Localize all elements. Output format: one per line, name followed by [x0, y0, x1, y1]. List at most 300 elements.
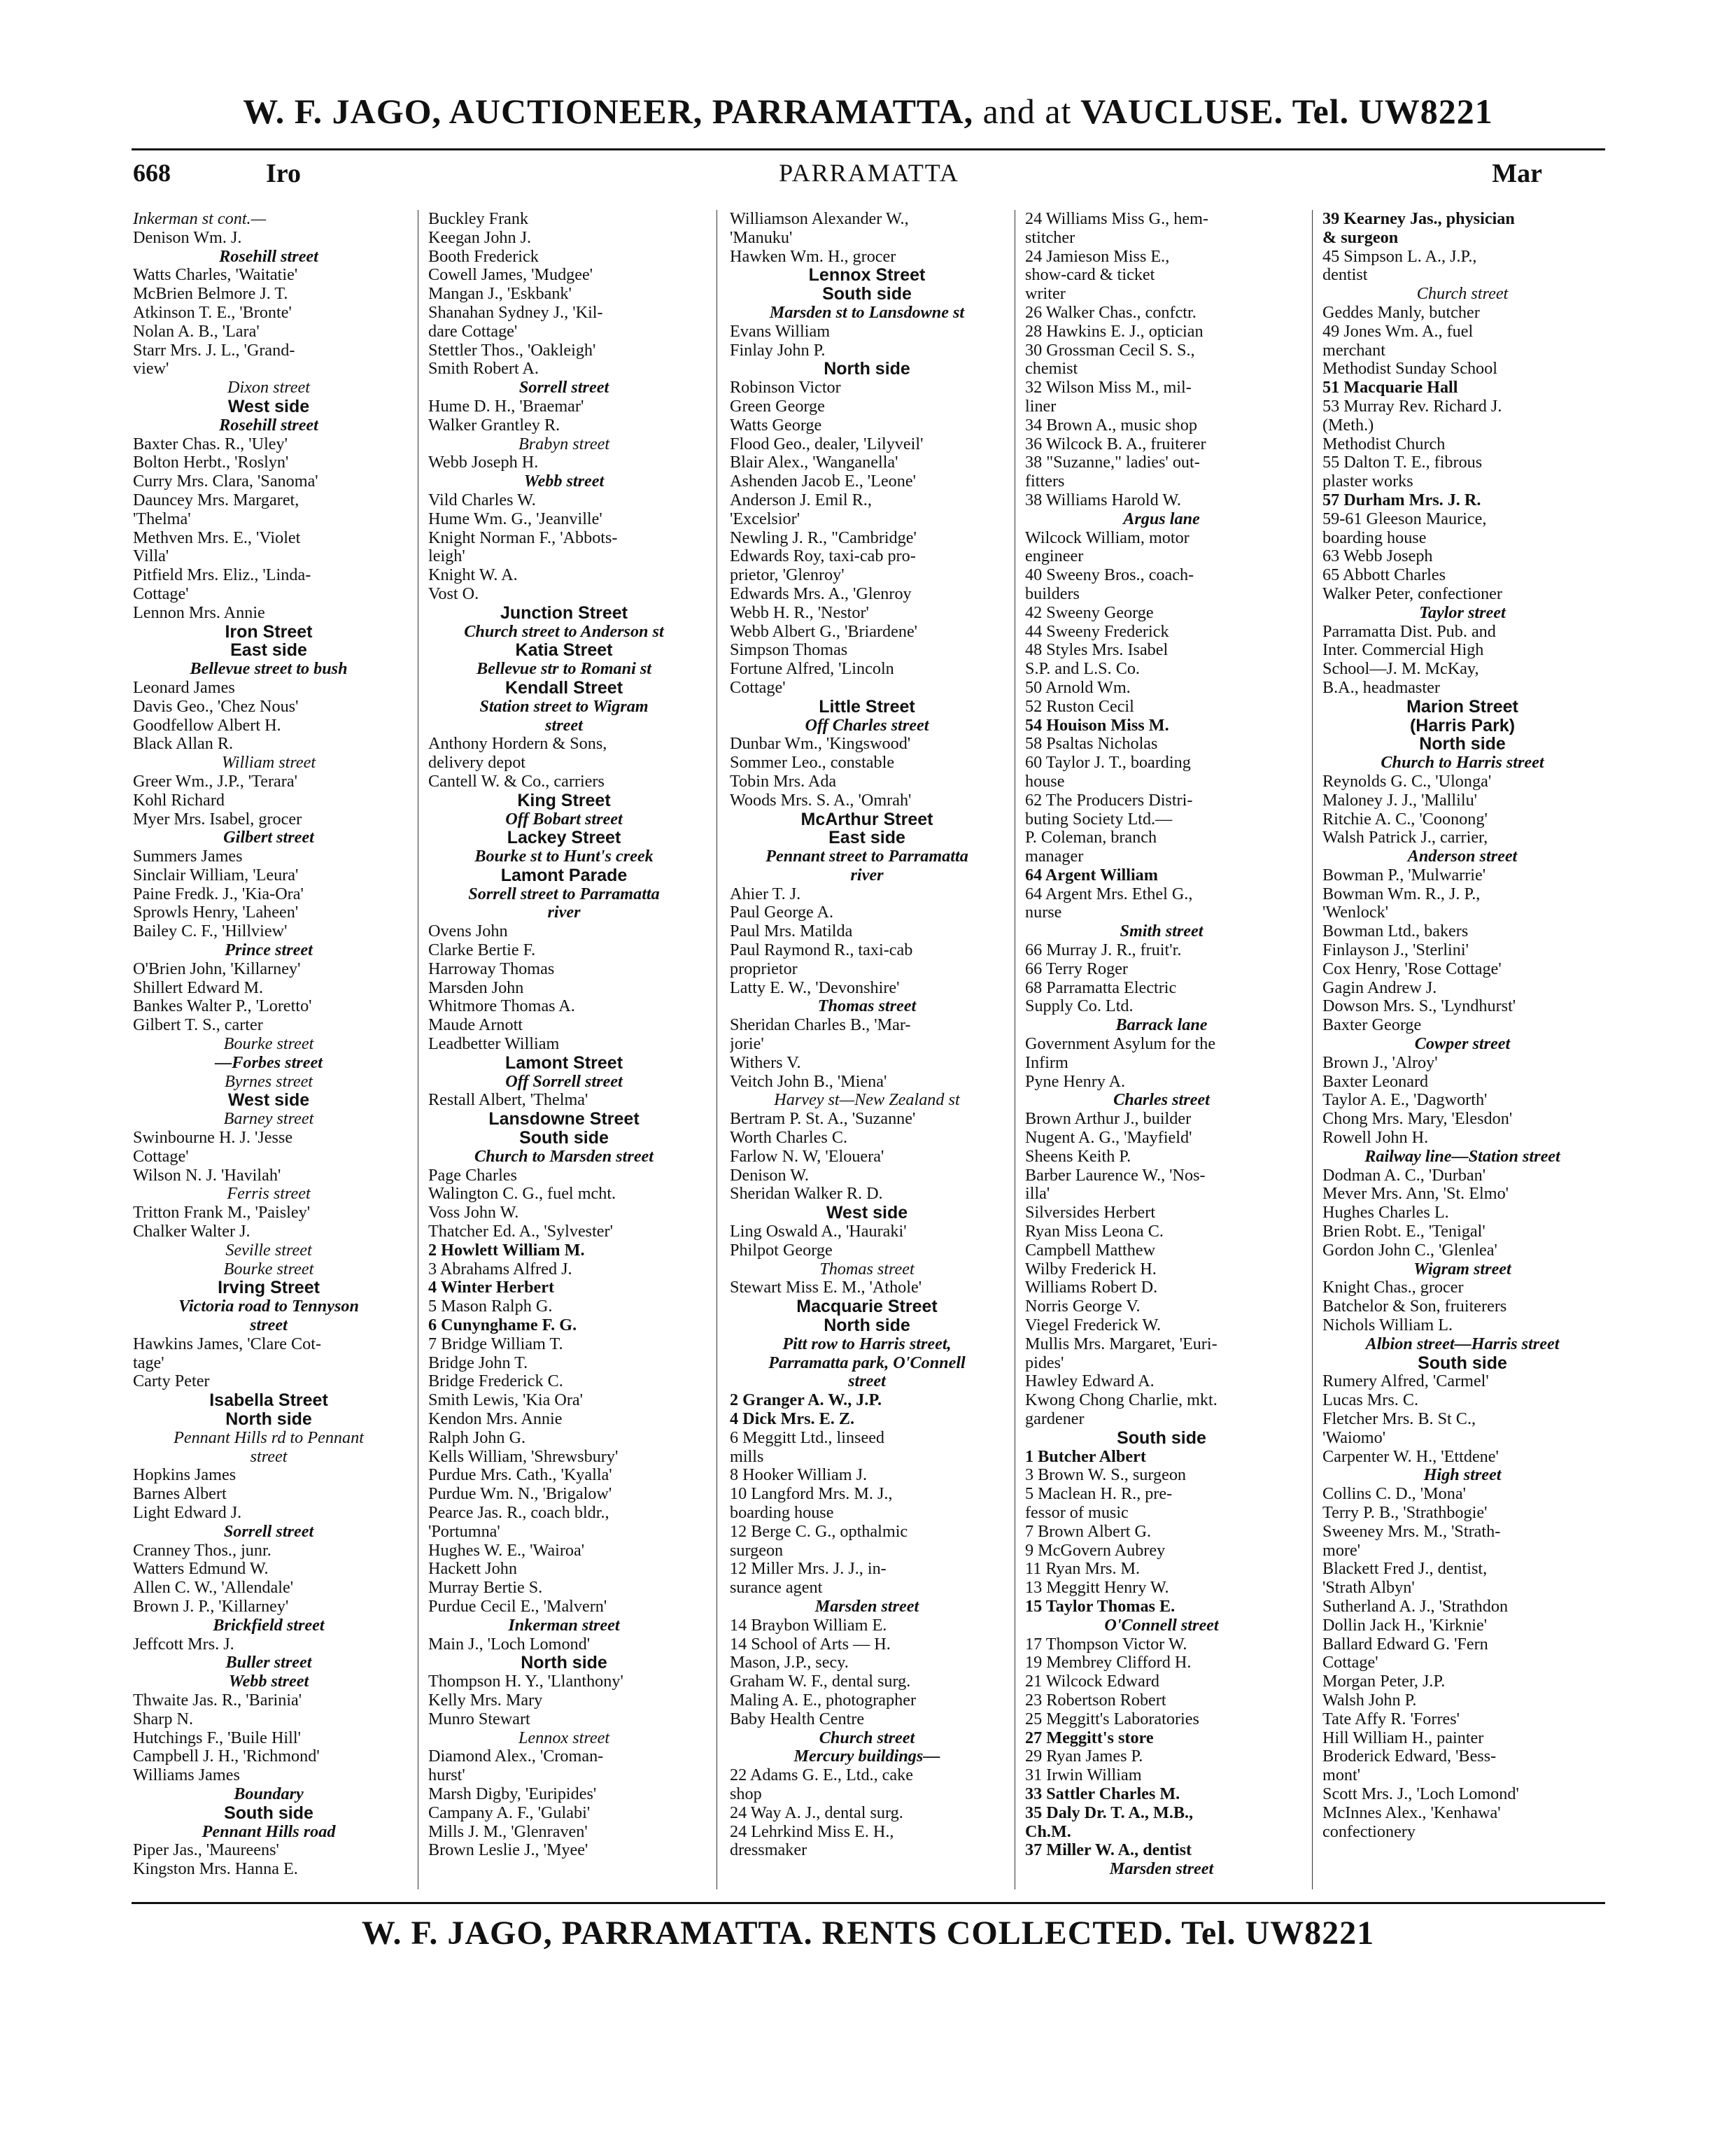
- header-and: and at: [982, 92, 1072, 131]
- cross-street-label: Seville street: [225, 1240, 312, 1260]
- directory-entry: Hume D. H., 'Braemar': [428, 397, 584, 416]
- directory-entry: Ryan Miss Leona C.: [1025, 1223, 1164, 1241]
- directory-entry: Silversides Herbert: [1025, 1204, 1156, 1223]
- directory-entry: 2 Howlett William M.: [428, 1241, 585, 1260]
- cross-street-label: Brickfield street: [213, 1615, 325, 1635]
- directory-entry: 26 Walker Chas., confctr.: [1025, 303, 1197, 322]
- directory-entry: Scott Mrs. J., 'Loch Lomond': [1322, 1784, 1519, 1803]
- town-title: PARRAMATTA: [779, 159, 959, 187]
- directory-entry: delivery depot: [428, 754, 526, 773]
- street-heading: North side: [521, 1653, 607, 1673]
- cross-street-label: High street: [1423, 1465, 1502, 1485]
- directory-entry: & surgeon: [1322, 228, 1399, 247]
- cross-street-label: Bourke street: [223, 1034, 314, 1054]
- cross-street-label: Marsden street: [814, 1596, 919, 1616]
- directory-entry: Norris George V.: [1025, 1297, 1141, 1316]
- street-heading: South side: [822, 284, 912, 304]
- directory-entry: 64 Argent William: [1025, 866, 1158, 885]
- cross-street-label: Sorrell street: [223, 1521, 314, 1541]
- directory-entry: Ashenden Jacob E., 'Leone': [730, 472, 916, 491]
- directory-entry: Hawken Wm. H., grocer: [730, 247, 896, 266]
- cross-street-label: —Forbes street: [215, 1052, 323, 1072]
- directory-entry: Maude Arnott: [428, 1016, 523, 1035]
- page-number: 668: [133, 159, 171, 187]
- directory-entry: builders: [1025, 584, 1080, 603]
- cross-street-label: Harvey st—New Zealand st: [774, 1090, 960, 1110]
- directory-entry: Campbell Matthew: [1025, 1241, 1156, 1260]
- cross-street-label: Inkerman st cont.—: [133, 209, 267, 228]
- directory-entry: Campbell J. H., 'Richmond': [133, 1747, 320, 1766]
- directory-entry: Blackett Fred J., dentist,: [1322, 1560, 1488, 1579]
- cross-street-label: Off Sorrell street: [505, 1071, 623, 1091]
- directory-entry: dressmaker: [730, 1841, 807, 1860]
- cross-street-label: Bellevue str to Romani st: [477, 659, 651, 679]
- directory-entry: 14 School of Arts — H.: [730, 1635, 891, 1654]
- directory-entry: Williams James: [133, 1766, 240, 1785]
- directory-entry: 36 Wilcock B. A., fruiterer: [1025, 435, 1206, 453]
- directory-entry: 'Portumna': [428, 1522, 500, 1541]
- directory-entry: Villa': [133, 547, 169, 566]
- directory-entry: Shillert Edward M.: [133, 978, 264, 997]
- directory-entry: boarding house: [730, 1503, 834, 1522]
- directory-entry: Brown J. P., 'Killarney': [133, 1597, 289, 1616]
- cross-street-label: Wigram street: [1413, 1259, 1511, 1278]
- cross-street-label: Victoria road to Tennyson: [178, 1297, 359, 1316]
- street-heading: (Harris Park): [1409, 715, 1516, 735]
- directory-entry: view': [133, 360, 169, 379]
- directory-entry: Wilby Frederick H.: [1025, 1260, 1157, 1278]
- street-heading: Irving Street: [218, 1278, 320, 1298]
- directory-entry: Curry Mrs. Clara, 'Sanoma': [133, 472, 318, 491]
- directory-entry: 'Waiomo': [1322, 1428, 1386, 1447]
- directory-entry: 13 Meggitt Henry W.: [1025, 1579, 1169, 1598]
- directory-entry: Swinbourne H. J. 'Jesse: [133, 1129, 293, 1148]
- directory-entry: Geddes Manly, butcher: [1322, 303, 1480, 322]
- directory-entry: 22 Adams G. E., Ltd., cake: [730, 1766, 913, 1785]
- cross-street-label: Bellevue street to bush: [190, 659, 348, 679]
- directory-entry: Keegan John J.: [428, 228, 532, 247]
- directory-entry: Sommer Leo., constable: [730, 754, 895, 773]
- directory-entry: Bankes Walter P., 'Loretto': [133, 997, 312, 1016]
- directory-entry: Whitmore Thomas A.: [428, 997, 575, 1016]
- directory-entry: 9 McGovern Aubrey: [1025, 1541, 1166, 1560]
- street-heading: North side: [1419, 734, 1506, 754]
- directory-entry: Carty Peter: [133, 1372, 210, 1391]
- directory-entry: O'Brien John, 'Killarney': [133, 959, 301, 978]
- cross-street-label: street: [250, 1316, 288, 1335]
- cross-street-label: Off Bobart street: [505, 809, 623, 829]
- directory-entry: Stewart Miss E. M., 'Athole': [730, 1278, 922, 1297]
- directory-entry: Sheens Keith P.: [1025, 1147, 1131, 1166]
- directory-entry: Thompson H. Y., 'Llanthony': [428, 1672, 623, 1691]
- directory-entry: 4 Winter Herbert: [428, 1278, 555, 1297]
- directory-entry: Marsh Digby, 'Euripides': [428, 1784, 597, 1803]
- directory-entry: Morgan Peter, J.P.: [1322, 1672, 1446, 1691]
- directory-entry: pides': [1025, 1353, 1064, 1372]
- cross-street-label: Church street: [1416, 284, 1509, 304]
- directory-entry: buting Society Ltd.—: [1025, 810, 1173, 829]
- directory-entry: Gagin Andrew J.: [1322, 978, 1437, 997]
- cross-street-label: Pennant street to Parramatta: [765, 847, 968, 866]
- cross-street-label: Byrnes street: [224, 1071, 313, 1091]
- directory-entry: Kingston Mrs. Hanna E.: [133, 1860, 298, 1879]
- directory-entry: 62 The Producers Distri-: [1025, 791, 1193, 810]
- directory-entry: Williamson Alexander W.,: [730, 210, 909, 228]
- directory-entry: Hill William H., painter: [1322, 1728, 1484, 1747]
- directory-entry: 25 Meggitt's Laboratories: [1025, 1710, 1199, 1728]
- cross-street-label: Rosehill street: [219, 415, 318, 435]
- street-heading: North side: [225, 1409, 312, 1429]
- directory-entry: 15 Taylor Thomas E.: [1025, 1597, 1176, 1616]
- directory-entry: Shanahan Sydney J., 'Kil-: [428, 303, 603, 322]
- directory-entry: 5 Mason Ralph G.: [428, 1297, 553, 1316]
- directory-entry: Knight Norman F., 'Abbots-: [428, 528, 618, 547]
- directory-entry: chemist: [1025, 360, 1078, 379]
- directory-entry: 10 Langford Mrs. M. J.,: [730, 1485, 893, 1504]
- directory-entry: Dauncey Mrs. Margaret,: [133, 491, 299, 509]
- directory-entry: Atkinson T. E., 'Bronte': [133, 303, 292, 322]
- directory-entry: Denison Wm. J.: [133, 228, 242, 247]
- directory-entry: Smith Lewis, 'Kia Ora': [428, 1391, 583, 1410]
- directory-entry: Bowman Wm. R., J. P.,: [1322, 885, 1481, 903]
- directory-entry: Cowell James, 'Mudgee': [428, 266, 593, 285]
- street-heading: Kendall Street: [504, 677, 623, 698]
- directory-entry: 17 Thompson Victor W.: [1025, 1635, 1187, 1654]
- directory-entry: nurse: [1025, 903, 1062, 922]
- directory-entry: Dowson Mrs. S., 'Lyndhurst': [1322, 997, 1516, 1016]
- directory-entry: engineer: [1025, 547, 1084, 566]
- cross-street-label: Thomas street: [819, 1259, 915, 1278]
- directory-entry: Gordon John C., 'Glenlea': [1322, 1241, 1497, 1260]
- directory-entry: 'Excelsior': [730, 509, 800, 528]
- directory-entry: dare Cottage': [428, 322, 518, 341]
- directory-entry: Williams Robert D.: [1025, 1278, 1158, 1297]
- directory-entry: 39 Kearney Jas., physician: [1322, 210, 1515, 228]
- directory-entry: 33 Sattler Charles M.: [1025, 1784, 1180, 1803]
- cross-street-label: Inkerman street: [508, 1615, 620, 1635]
- directory-entry: Booth Frederick: [428, 247, 539, 266]
- cross-street-label: Mercury buildings—: [793, 1747, 940, 1766]
- cross-street-label: Cowper street: [1414, 1034, 1511, 1054]
- directory-entry: Voss John W.: [428, 1204, 519, 1223]
- directory-column-1: [133, 210, 404, 1879]
- directory-entry: Paine Fredk. J., 'Kia-Ora': [133, 885, 304, 903]
- directory-entry: Inter. Commercial High: [1322, 641, 1484, 660]
- directory-entry: Carpenter W. H., 'Ettdene': [1322, 1447, 1499, 1466]
- directory-entry: show-card & ticket: [1025, 266, 1155, 285]
- directory-column-5: [1322, 210, 1602, 1841]
- cross-street-label: Prince street: [225, 940, 313, 960]
- cross-street-label: Gilbert street: [223, 828, 314, 847]
- directory-entry: 38 Williams Harold W.: [1025, 491, 1181, 509]
- cross-street-label: Parramatta park, O'Connell: [768, 1353, 966, 1372]
- directory-entry: Piper Jas., 'Maureens': [133, 1841, 279, 1860]
- directory-entry: Ritchie A. C., 'Coonong': [1322, 810, 1488, 829]
- directory-entry: Sinclair William, 'Leura': [133, 866, 299, 885]
- street-heading: Macquarie Street: [796, 1297, 938, 1317]
- directory-entry: 24 Jamieson Miss E.,: [1025, 247, 1170, 266]
- directory-entry: Supply Co. Ltd.: [1025, 997, 1134, 1016]
- directory-entry: 8 Hooker William J.: [730, 1466, 868, 1485]
- directory-entry: 11 Ryan Mrs. M.: [1025, 1560, 1141, 1579]
- directory-entry: dentist: [1322, 266, 1368, 285]
- cross-street-label: Webb street: [228, 1672, 309, 1691]
- directory-entry: Terry P. B., 'Strathbogie': [1322, 1503, 1488, 1522]
- cross-street-label: Sorrell street to Parramatta: [468, 884, 660, 903]
- directory-entry: Murray Bertie S.: [428, 1579, 543, 1598]
- directory-entry: Leadbetter William: [428, 1035, 560, 1054]
- directory-entry: Buckley Frank: [428, 210, 529, 228]
- directory-entry: Light Edward J.: [133, 1503, 242, 1522]
- page-header-advert: [133, 91, 1603, 132]
- directory-entry: Woods Mrs. S. A., 'Omrah': [730, 791, 912, 810]
- street-heading: South side: [519, 1128, 609, 1148]
- directory-entry: 24 Williams Miss G., hem-: [1025, 210, 1208, 228]
- directory-entry: Leonard James: [133, 678, 235, 697]
- cross-street-label: street: [848, 1372, 886, 1391]
- directory-entry: Mills J. M., 'Glenraven': [428, 1822, 588, 1841]
- directory-entry: Hutchings F., 'Buile Hill': [133, 1728, 301, 1747]
- directory-entry: Mullis Mrs. Margaret, 'Euri-: [1025, 1334, 1218, 1353]
- cross-street-label: Boundary: [234, 1784, 304, 1803]
- directory-entry: plaster works: [1322, 472, 1413, 491]
- directory-entry: Tate Affy R. 'Forres': [1322, 1710, 1460, 1728]
- cross-street-label: Bourke st to Hunt's creek: [474, 847, 654, 866]
- directory-entry: Sheridan Charles B., 'Mar-: [730, 1016, 911, 1035]
- directory-entry: Campany A. F., 'Gulabi': [428, 1803, 591, 1822]
- directory-entry: Baby Health Centre: [730, 1710, 865, 1728]
- street-heading: Lackey Street: [507, 828, 621, 848]
- cross-street-label: Marsden st to Lansdowne st: [769, 302, 965, 322]
- cross-street-label: Anderson street: [1407, 847, 1518, 866]
- directory-entry: Government Asylum for the: [1025, 1035, 1216, 1054]
- directory-entry: 32 Wilson Miss M., mil-: [1025, 379, 1192, 397]
- directory-entry: Pitfield Mrs. Eliz., 'Linda-: [133, 566, 311, 585]
- directory-entry: Starr Mrs. J. L., 'Grand-: [133, 341, 295, 360]
- directory-entry: Anderson J. Emil R.,: [730, 491, 872, 509]
- directory-entry: Hackett John: [428, 1560, 517, 1579]
- directory-entry: 66 Terry Roger: [1025, 959, 1128, 978]
- directory-entry: Paul Raymond R., taxi-cab: [730, 941, 913, 960]
- directory-entry: Viegel Frederick W.: [1025, 1316, 1162, 1335]
- directory-entry: Baxter George: [1322, 1016, 1422, 1035]
- directory-entry: 57 Durham Mrs. J. R.: [1322, 491, 1481, 509]
- page-bar: [133, 158, 1605, 193]
- directory-entry: 64 Argent Mrs. Ethel G.,: [1025, 885, 1193, 903]
- directory-entry: Hume Wm. G., 'Jeanville': [428, 509, 602, 528]
- directory-entry: Cottage': [133, 1147, 189, 1166]
- directory-entry: Methodist Church: [1322, 435, 1446, 453]
- directory-entry: Evans William: [730, 322, 831, 341]
- street-heading: North side: [824, 359, 910, 379]
- directory-entry: prietor, 'Glenroy': [730, 566, 845, 585]
- cross-street-label: Church to Harris street: [1381, 753, 1544, 773]
- directory-entry: Knight W. A.: [428, 566, 518, 585]
- cross-street-label: Smith street: [1120, 922, 1204, 941]
- directory-entry: Allen C. W., 'Allendale': [133, 1579, 294, 1598]
- directory-entry: Thatcher Ed. A., 'Sylvester': [428, 1223, 613, 1241]
- directory-entry: 50 Arnold Wm.: [1025, 678, 1131, 697]
- directory-entry: Batchelor & Son, fruiterers: [1322, 1297, 1507, 1316]
- directory-entry: Parramatta Dist. Pub. and: [1322, 622, 1496, 641]
- directory-entry: 53 Murray Rev. Richard J.: [1322, 397, 1502, 416]
- directory-entry: Baxter Leonard: [1322, 1072, 1429, 1091]
- directory-entry: Harroway Thomas: [428, 959, 555, 978]
- directory-entry: Simpson Thomas: [730, 641, 848, 660]
- directory-entry: 37 Miller W. A., dentist: [1025, 1841, 1192, 1860]
- directory-entry: 'Wenlock': [1322, 903, 1389, 922]
- directory-entry: Pearce Jas. R., coach bldr.,: [428, 1503, 609, 1522]
- directory-entry: 40 Sweeny Bros., coach-: [1025, 566, 1194, 585]
- cross-street-label: street: [545, 715, 583, 735]
- directory-entry: Cantell W. & Co., carriers: [428, 772, 605, 791]
- directory-entry: 49 Jones Wm. A., fuel: [1322, 322, 1474, 341]
- directory-entry: Green George: [730, 397, 825, 416]
- directory-entry: Finlay John P.: [730, 341, 826, 360]
- directory-entry: Withers V.: [730, 1053, 801, 1072]
- directory-entry: mills: [730, 1447, 764, 1466]
- cross-street-label: Rosehill street: [219, 246, 318, 266]
- directory-entry: confectionery: [1322, 1822, 1416, 1841]
- directory-entry: Nichols William L.: [1322, 1316, 1453, 1335]
- directory-entry: Bailey C. F., 'Hillview': [133, 922, 288, 941]
- directory-entry: 63 Webb Joseph: [1322, 547, 1433, 566]
- directory-entry: Veitch John B., 'Miena': [730, 1072, 887, 1091]
- directory-entry: Walington C. G., fuel mcht.: [428, 1185, 616, 1204]
- directory-entry: Brown Leslie J., 'Myee': [428, 1841, 588, 1860]
- directory-entry: Lucas Mrs. C.: [1322, 1391, 1419, 1410]
- directory-entry: Hughes Charles L.: [1322, 1204, 1449, 1223]
- street-heading: Isabella Street: [209, 1390, 328, 1411]
- directory-entry: surance agent: [730, 1579, 823, 1598]
- directory-entry: Infirm: [1025, 1053, 1068, 1072]
- cross-street-label: Buller street: [225, 1653, 312, 1672]
- cross-street-label: river: [850, 865, 884, 885]
- directory-entry: 31 Irwin William: [1025, 1766, 1142, 1785]
- cross-street-label: Church street to Anderson st: [464, 621, 664, 641]
- directory-entry: Vost O.: [428, 584, 479, 603]
- directory-entry: Goodfellow Albert H.: [133, 716, 281, 735]
- directory-entry: Nugent A. G., 'Mayfield': [1025, 1129, 1192, 1148]
- cross-street-label: Webb street: [523, 472, 605, 491]
- street-heading: West side: [227, 1090, 310, 1111]
- directory-entry: Fletcher Mrs. B. St C.,: [1322, 1410, 1476, 1428]
- directory-entry: Pyne Henry A.: [1025, 1072, 1126, 1091]
- directory-entry: 2 Granger A. W., J.P.: [730, 1391, 882, 1410]
- street-heading: South side: [1117, 1428, 1206, 1448]
- directory-entry: Sweeney Mrs. M., 'Strath-: [1322, 1522, 1501, 1541]
- directory-entry: McInnes Alex., 'Kenhawa': [1322, 1803, 1501, 1822]
- directory-entry: Cox Henry, 'Rose Cottage': [1322, 959, 1502, 978]
- directory-entry: Webb Joseph H.: [428, 453, 539, 472]
- directory-entry: Edwards Mrs. A., 'Glenroy: [730, 584, 912, 603]
- directory-entry: 58 Psaltas Nicholas: [1025, 735, 1158, 754]
- cross-street-label: Ferris street: [227, 1184, 311, 1204]
- directory-entry: Thwaite Jas. R., 'Barinia': [133, 1691, 302, 1710]
- directory-entry: Dodman A. C., 'Durban': [1322, 1166, 1486, 1185]
- directory-entry: 55 Dalton T. E., fibrous: [1322, 453, 1483, 472]
- street-heading: East side: [828, 828, 905, 848]
- cross-street-label: Thomas street: [817, 996, 917, 1016]
- directory-entry: 29 Ryan James P.: [1025, 1747, 1143, 1766]
- directory-entry: 34 Brown A., music shop: [1025, 416, 1197, 435]
- cross-street-label: Brabyn street: [518, 434, 610, 453]
- directory-entry: manager: [1025, 847, 1084, 866]
- directory-entry: Sutherland A. J., 'Strathdon: [1322, 1597, 1509, 1616]
- directory-entry: 14 Braybon William E.: [730, 1616, 887, 1635]
- directory-entry: Walsh John P.: [1322, 1691, 1417, 1710]
- street-heading: King Street: [517, 790, 611, 810]
- street-heading: Little Street: [819, 696, 915, 717]
- street-heading: West side: [826, 1203, 908, 1223]
- directory-entry: Philpot George: [730, 1241, 833, 1260]
- directory-entry: Sprowls Henry, 'Laheen': [133, 903, 299, 922]
- directory-entry: Walker Grantley R.: [428, 416, 560, 435]
- cross-street-label: Marsden street: [1109, 1859, 1214, 1879]
- directory-entry: Walsh Patrick J., carrier,: [1322, 829, 1488, 847]
- directory-entry: Purdue Mrs. Cath., 'Kyalla': [428, 1466, 612, 1485]
- directory-entry: Newling J. R., "Cambridge': [730, 528, 917, 547]
- directory-entry: Ling Oswald A., 'Hauraki': [730, 1223, 907, 1241]
- directory-entry: Ch.M.: [1025, 1822, 1071, 1841]
- directory-entry: Dollin Jack H., 'Kirknie': [1322, 1616, 1488, 1635]
- cross-street-label: Argus lane: [1123, 509, 1200, 528]
- directory-entry: Lennon Mrs. Annie: [133, 603, 265, 622]
- directory-entry: more': [1322, 1541, 1361, 1560]
- directory-entry: Webb H. R., 'Nestor': [730, 603, 869, 622]
- directory-entry: Bowman P., 'Mulwarrie': [1322, 866, 1486, 885]
- directory-entry: Kendon Mrs. Annie: [428, 1410, 563, 1428]
- directory-entry: Wilson N. J. 'Havilah': [133, 1166, 281, 1185]
- directory-entry: 54 Houison Miss M.: [1025, 716, 1169, 735]
- directory-entry: house: [1025, 772, 1065, 791]
- directory-entry: Mason, J.P., secy.: [730, 1654, 849, 1672]
- directory-entry: Bridge John T.: [428, 1353, 528, 1372]
- directory-entry: Cottage': [1322, 1654, 1378, 1672]
- directory-entry: Knight Chas., grocer: [1322, 1278, 1464, 1297]
- directory-entry: 6 Cunynghame F. G.: [428, 1316, 577, 1335]
- directory-entry: Munro Stewart: [428, 1710, 530, 1728]
- directory-entry: Restall Albert, 'Thelma': [428, 1091, 588, 1110]
- directory-entry: leigh': [428, 547, 465, 566]
- directory-entry: 5 Maclean H. R., pre-: [1025, 1485, 1173, 1504]
- directory-entry: stitcher: [1025, 228, 1075, 247]
- directory-entry: Maling A. E., photographer: [730, 1691, 917, 1710]
- directory-entry: 27 Meggitt's store: [1025, 1728, 1154, 1747]
- directory-entry: 24 Lehrkind Miss E. H.,: [730, 1822, 894, 1841]
- directory-column-3: [730, 210, 1004, 1860]
- directory-entry: Kohl Richard: [133, 791, 225, 810]
- directory-entry: Ahier T. J.: [730, 885, 801, 903]
- cross-street-label: Church street: [819, 1728, 915, 1747]
- directory-entry: Mangan J., 'Eskbank': [428, 285, 572, 304]
- directory-entry: Tritton Frank M., 'Paisley': [133, 1204, 311, 1223]
- directory-entry: Brown J., 'Alroy': [1322, 1053, 1438, 1072]
- directory-entry: Anthony Hordern & Sons,: [428, 735, 607, 754]
- directory-entry: Barnes Albert: [133, 1485, 227, 1504]
- directory-entry: Cranney Thos., junr.: [133, 1541, 271, 1560]
- page-footer-advert: W. F. JAGO, PARRAMATTA. RENTS COLLECTED. Tel. UW8221: [361, 1915, 1375, 1952]
- cross-street-label: Lennox street: [518, 1728, 610, 1747]
- directory-entry: writer: [1025, 285, 1066, 304]
- directory-entry: surgeon: [730, 1541, 784, 1560]
- guide-word-from: Iro: [266, 159, 301, 188]
- directory-entry: 52 Ruston Cecil: [1025, 697, 1134, 716]
- directory-entry: gardener: [1025, 1410, 1085, 1428]
- directory-entry: 1 Butcher Albert: [1025, 1447, 1146, 1466]
- cross-street-label: Pennant Hills road: [202, 1822, 336, 1841]
- directory-entry: Ralph John G.: [428, 1428, 526, 1447]
